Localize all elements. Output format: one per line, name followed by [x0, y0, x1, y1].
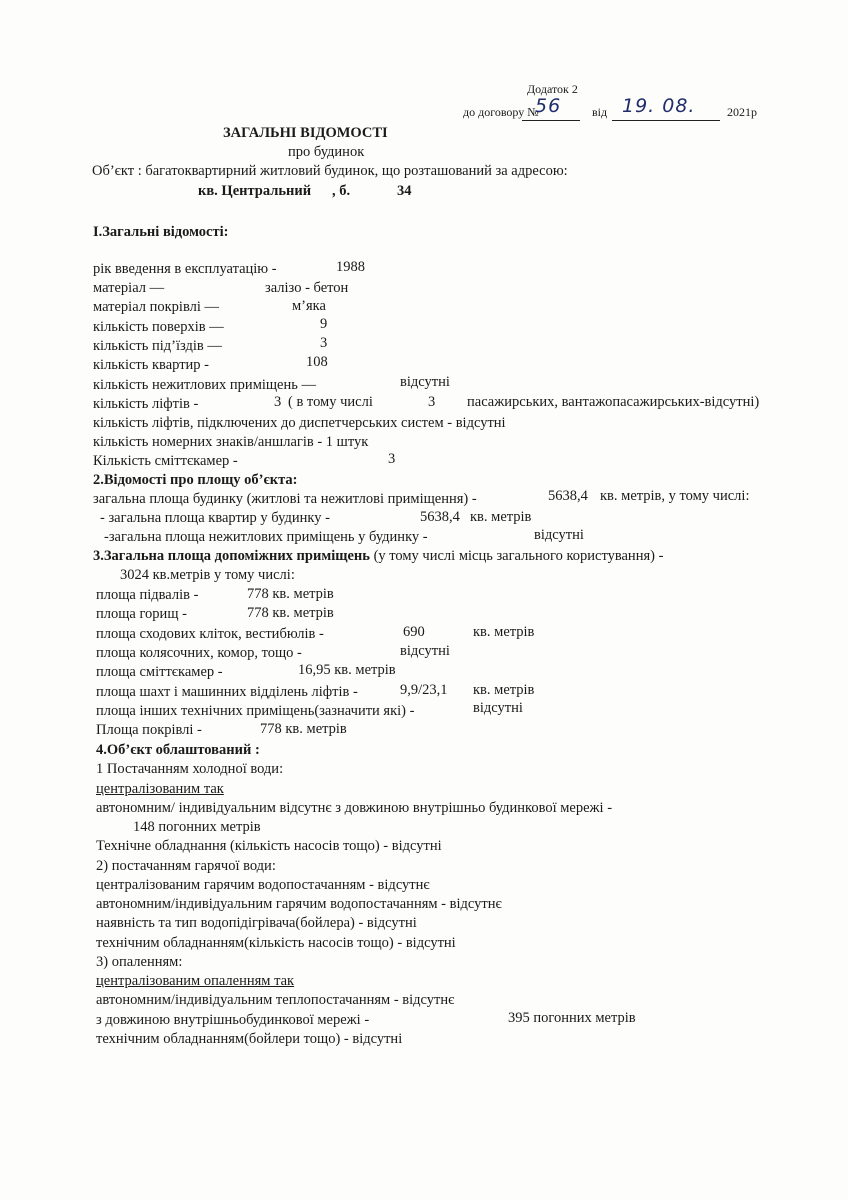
chutes-value: 3: [388, 451, 396, 467]
address-separator: , б.: [332, 183, 351, 199]
heating-network-label: з довжиною внутрішньобудинкової мережі -: [96, 1012, 370, 1028]
cold-water-central: централізованим так: [96, 781, 224, 797]
section2-heading: 2.Відомості про площу об’єкта:: [93, 472, 298, 488]
cold-water-length: 148 погонних метрів: [133, 819, 261, 835]
contract-number-underline: [522, 120, 580, 121]
object-description: Об’єкт : багатоквартирний житловий будинок, що розташований за адресою:: [92, 163, 568, 179]
stroller-value: відсутні: [400, 643, 450, 659]
chute-area-value: 16,95 кв. метрів: [298, 662, 396, 678]
hot-water-autonomous: автономним/індивідуальним гарячим водопостачанням - відсутнє: [96, 896, 502, 912]
stairs-label: площа сходових кліток, вестибюлів -: [96, 626, 324, 642]
document-title: ЗАГАЛЬНІ ВІДОМОСТІ: [223, 125, 388, 141]
appendix-label: Додаток 2: [527, 82, 578, 96]
shafts-unit: кв. метрів: [473, 682, 535, 698]
auxiliary-total: 3024 кв.метрів у тому числі:: [120, 567, 295, 583]
other-tech-value: відсутні: [473, 700, 523, 716]
total-area-value: 5638,4: [548, 488, 588, 504]
row-value: залізо - бетон: [265, 280, 349, 296]
row-value: м’яка: [292, 298, 326, 314]
address-number: 34: [397, 183, 412, 199]
lifts-incl: ( в тому числі: [288, 394, 373, 410]
roof-area-label: Площа покрівлі -: [96, 722, 202, 738]
lifts-label: кількість ліфтів -: [93, 396, 199, 412]
row-value: 108: [306, 354, 328, 370]
hot-water-boiler: наявність та тип водопідігрівача(бойлера) - відсутні: [96, 915, 417, 931]
row-label: рік введення в експлуатацію -: [93, 261, 277, 277]
nonresidential-area-label: -загальна площа нежитлових приміщень у будинку -: [104, 529, 428, 545]
attic-label: площа горищ -: [96, 606, 187, 622]
shafts-label: площа шахт і машинних відділень ліфтів -: [96, 684, 358, 700]
row-label: матеріал покрівлі —: [93, 299, 219, 315]
section1-heading: І.Загальні відомості:: [93, 224, 229, 240]
contract-date-underline: [612, 120, 720, 121]
heating-autonomous: автономним/індивідуальним теплопостачанням - відсутнє: [96, 992, 455, 1008]
hot-water-heading: 2) постачанням гарячої води:: [96, 858, 276, 874]
heating-network-value: 395 погонних метрів: [508, 1010, 636, 1026]
stairs-value: 690: [403, 624, 425, 640]
row-label: кількість під’їздів —: [93, 338, 222, 354]
section3-heading-bold: 3.Загальна площа допоміжних приміщень: [93, 548, 370, 564]
basement-value: 778 кв. метрів: [247, 586, 334, 602]
cold-water-heading: 1 Постачанням холодної води:: [96, 761, 284, 777]
row-label: кількість нежитлових приміщень —: [93, 377, 316, 393]
contract-prefix: до договору №: [463, 105, 539, 119]
apartment-area-value: 5638,4: [420, 509, 460, 525]
row-label: кількість поверхів —: [93, 319, 224, 335]
total-area-unit: кв. метрів, у тому числі:: [600, 488, 750, 504]
row-value: 1988: [336, 259, 365, 275]
lifts-value: 3: [274, 394, 282, 410]
cold-water-equipment: Технічне обладнання (кількість насосів тощо) - відсутні: [96, 838, 442, 854]
document-subtitle: про будинок: [288, 144, 365, 160]
hot-water-equipment: технічним обладнанням(кількість насосів тощо) - відсутні: [96, 935, 456, 951]
total-area-label: загальна площа будинку (житлові та нежитлові приміщення) -: [93, 491, 477, 507]
contract-date: 19. 08.: [622, 95, 696, 117]
row-label: кількість квартир -: [93, 357, 209, 373]
apartment-area-unit: кв. метрів: [470, 509, 532, 525]
apartment-area-label: - загальна площа квартир у будинку -: [100, 510, 330, 526]
basement-label: площа підвалів -: [96, 587, 199, 603]
section3-heading-rest: (у тому числі місць загального користування) -: [373, 548, 664, 564]
section3-heading: [93, 547, 663, 565]
nonresidential-area-value: відсутні: [534, 527, 584, 543]
lifts-passenger-count: 3: [428, 394, 436, 410]
shafts-value: 9,9/23,1: [400, 682, 448, 698]
row-label: матеріал —: [93, 280, 165, 296]
roof-area-value: 778 кв. метрів: [260, 721, 347, 737]
row-value: відсутні: [400, 374, 450, 390]
stairs-unit: кв. метрів: [473, 624, 535, 640]
heating-heading: 3) опаленням:: [96, 954, 183, 970]
heating-equipment: технічним обладнанням(бойлери тощо) - відсутні: [96, 1031, 403, 1047]
chute-area-label: площа сміттєкамер -: [96, 664, 223, 680]
stroller-label: площа колясочних, комор, тощо -: [96, 645, 302, 661]
row-value: 9: [320, 316, 328, 332]
chutes-label: Кількість сміттєкамер -: [93, 453, 238, 469]
address-street: кв. Центральний: [198, 183, 312, 199]
lifts-tail: пасажирських, вантажопасажирських-відсутні): [467, 394, 760, 410]
contract-year: 2021р: [727, 105, 757, 119]
number-signs: кількість номерних знаків/аншлагів - 1 штук: [93, 434, 369, 450]
heating-central: централізованим опаленням так: [96, 973, 295, 989]
attic-value: 778 кв. метрів: [247, 605, 334, 621]
row-value: 3: [320, 335, 328, 351]
lifts-dispatch: кількість ліфтів, підключених до диспетчерських систем - відсутні: [93, 415, 506, 431]
contract-number: 56: [535, 95, 562, 117]
other-tech-label: площа інших технічних приміщень(зазначити які) -: [96, 703, 415, 719]
hot-water-central: централізованим гарячим водопостачанням - відсутнє: [96, 877, 430, 893]
cold-water-autonomous: автономним/ індивідуальним відсутнє з довжиною внутрішньо будинкової мережі -: [96, 800, 613, 816]
section4-heading: 4.Об’єкт облаштований :: [96, 742, 260, 758]
date-prefix: від: [592, 105, 608, 119]
